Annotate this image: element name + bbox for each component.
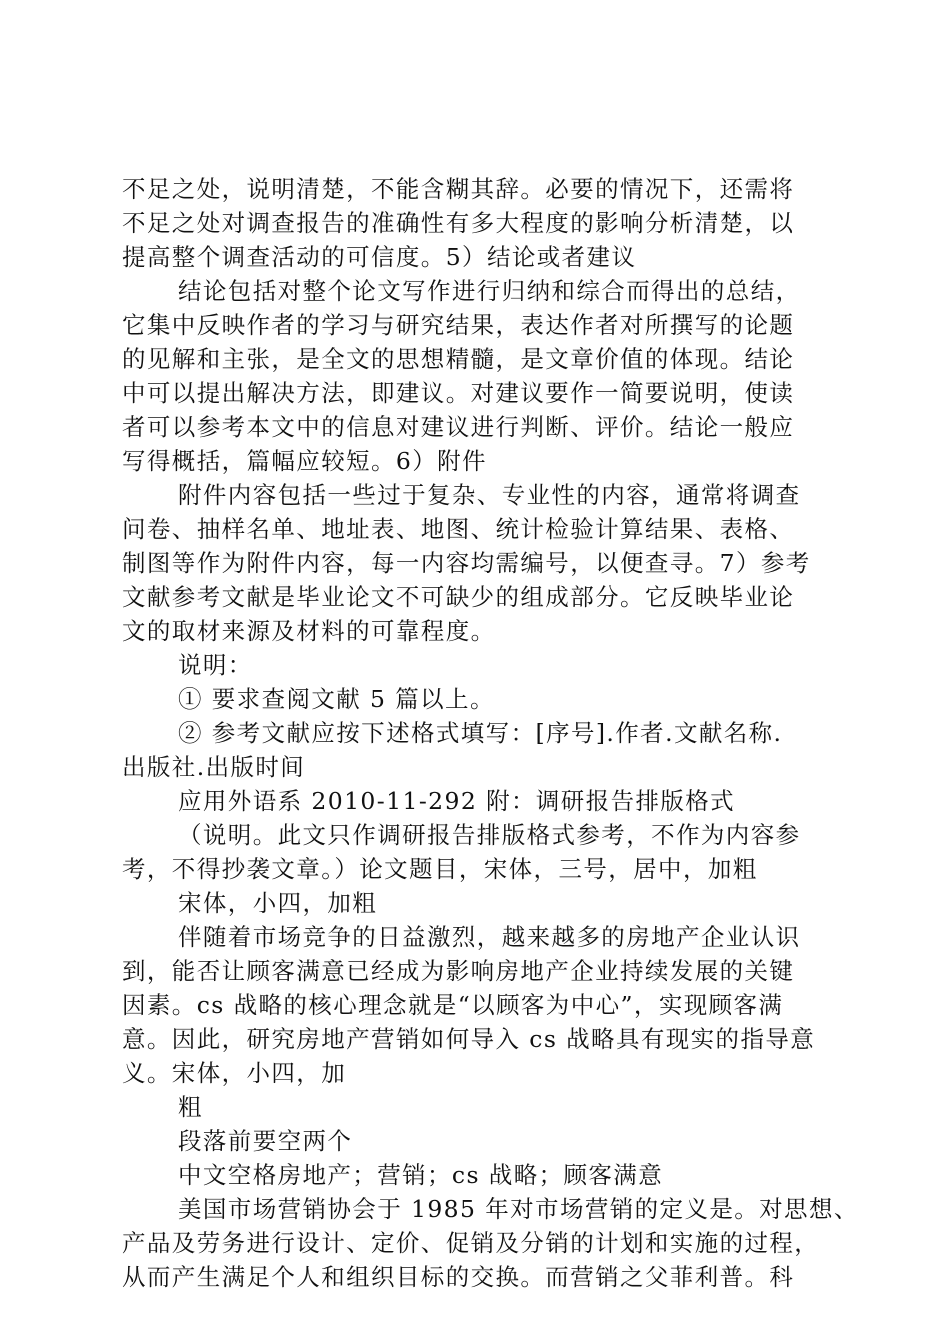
text-line: ① 要求查阅文献 5 篇以上。 xyxy=(178,685,495,713)
text-line: 中可以提出解决方法，即建议。对建议要作一简要说明，使读 xyxy=(122,379,795,407)
text-line: 粗 xyxy=(178,1093,203,1121)
text-line: 不足之处对调查报告的准确性有多大程度的影响分析清楚，以 xyxy=(122,209,795,237)
text-line: 段落前要空两个 xyxy=(178,1127,353,1155)
text-line: 说明： xyxy=(178,651,253,679)
text-line: 中文空格房地产；营销；cs 战略；顾客满意 xyxy=(178,1161,664,1189)
text-line: 写得概括，篇幅应较短。6）附件 xyxy=(122,447,487,475)
text-line: 制图等作为附件内容，每一内容均需编号，以便查寻。7）参考 xyxy=(122,549,811,577)
text-line: （说明。此文只作调研报告排版格式参考，不作为内容参 xyxy=(178,821,801,849)
text-line: 考，不得抄袭文章。）论文题目，宋体，三号，居中，加粗 xyxy=(122,855,758,883)
text-line: 的见解和主张，是全文的思想精髓，是文章价值的体现。结论 xyxy=(122,345,795,373)
text-line: 者可以参考本文中的信息对建议进行判断、评价。结论一般应 xyxy=(122,413,795,441)
text-line: 附件内容包括一些过于复杂、专业性的内容，通常将调查 xyxy=(178,481,801,509)
text-line: 因素。cs 战略的核心理念就是“以顾客为中心”，实现顾客满 xyxy=(122,991,784,1019)
text-line: ② 参考文献应按下述格式填写：[序号].作者.文献名称. xyxy=(178,719,783,747)
text-line: 结论包括对整个论文写作进行归纳和综合而得出的总结， xyxy=(178,277,801,305)
text-line: 文献参考文献是毕业论文不可缺少的组成部分。它反映毕业论 xyxy=(122,583,795,611)
text-line: 产品及劳务进行设计、定价、促销及分销的计划和实施的过程， xyxy=(122,1229,820,1257)
text-line: 宋体，小四，加粗 xyxy=(178,889,378,917)
text-line: 不足之处，说明清楚，不能含糊其辞。必要的情况下，还需将 xyxy=(122,175,795,203)
text-line: 意。因此，研究房地产营销如何导入 cs 战略具有现实的指导意 xyxy=(122,1025,816,1053)
text-line: 应用外语系 2010-11-292 附：调研报告排版格式 xyxy=(178,787,736,815)
text-line: 美国市场营销协会于 1985 年对市场营销的定义是。对思想、 xyxy=(178,1195,859,1223)
text-line: 从而产生满足个人和组织目标的交换。而营销之父菲利普。科 xyxy=(122,1263,795,1291)
text-line: 义。宋体，小四，加 xyxy=(122,1059,347,1087)
text-line: 到，能否让顾客满意已经成为影响房地产企业持续发展的关键 xyxy=(122,957,795,985)
text-line: 它集中反映作者的学习与研究结果，表达作者对所撰写的论题 xyxy=(122,311,795,339)
text-line: 出版社.出版时间 xyxy=(122,753,306,781)
text-line: 伴随着市场竞争的日益激烈，越来越多的房地产企业认识 xyxy=(178,923,801,951)
text-line: 提高整个调查活动的可信度。5）结论或者建议 xyxy=(122,243,637,271)
text-line: 文的取材来源及材料的可靠程度。 xyxy=(122,617,496,645)
text-line: 问卷、抽样名单、地址表、地图、统计检验计算结果、表格、 xyxy=(122,515,795,543)
